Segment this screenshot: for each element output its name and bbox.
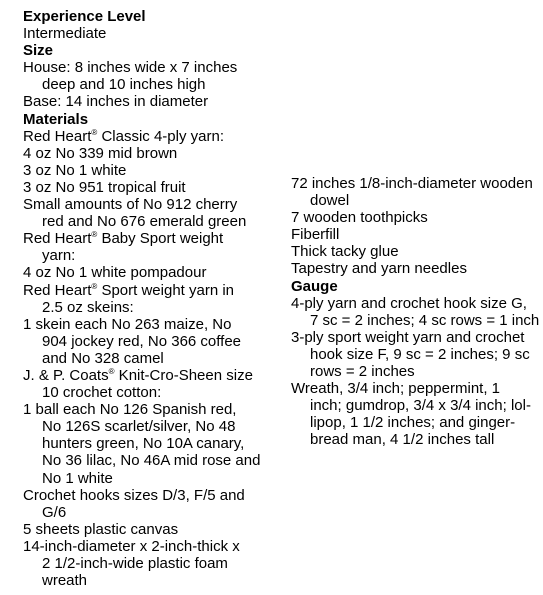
brand-name: Red Heart: [23, 230, 92, 248]
gauge-line: hook size F, 9 sc = 2 inches; 9 sc: [310, 345, 530, 363]
material-line: 10 crochet cotton:: [42, 384, 162, 402]
red-heart-sport-line: [23, 282, 285, 299]
material-line: dowel: [310, 192, 350, 210]
brand-name: J. & P. Coats: [23, 366, 109, 384]
material-line: Small amounts of No 912 cherry: [23, 196, 238, 214]
gauge-line: bread man, 4 1/2 inches tall: [310, 431, 495, 449]
gauge-line: 7 sc = 2 inches; 4 sc rows = 1 inch: [310, 311, 540, 329]
registered-mark: ®: [91, 230, 98, 240]
material-line: 5 sheets plastic canvas: [23, 520, 179, 538]
material-line: 1 skein each No 263 maize, No: [23, 315, 232, 333]
material-line: Fiberfill: [291, 226, 340, 244]
size-line: Base: 14 inches in diameter: [23, 93, 209, 111]
material-line: 1 ball each No 126 Spanish red,: [23, 401, 237, 419]
gauge-line: 4-ply yarn and crochet hook size G,: [291, 294, 527, 312]
material-line: 7 wooden toothpicks: [291, 209, 428, 227]
gauge-line: lipop, 1 1/2 inches; and ginger-: [310, 414, 516, 432]
material-line: 3 oz No 951 tropical fruit: [23, 178, 186, 196]
coats-line: [23, 367, 285, 384]
yarn-description: Knit-Cro-Sheen size: [114, 366, 253, 384]
gauge-heading: Gauge: [291, 277, 338, 295]
material-line: No 126S scarlet/silver, No 48: [42, 418, 236, 436]
registered-mark: ®: [108, 366, 115, 376]
material-line: wreath: [42, 572, 88, 590]
material-line: Thick tacky glue: [291, 243, 399, 261]
material-line: 2 1/2-inch-wide plastic foam: [42, 555, 228, 572]
gauge-line: inch; gumdrop, 3/4 x 3/4 inch; lol-: [310, 397, 531, 415]
material-line: G/6: [42, 503, 67, 521]
material-line: and No 328 camel: [42, 349, 164, 367]
material-line: 72 inches 1/8-inch-diameter wooden: [291, 175, 533, 192]
material-line: 904 jockey red, No 366 coffee: [42, 332, 242, 350]
yarn-description: Classic 4-ply yarn:: [97, 127, 224, 145]
material-line: Crochet hooks sizes D/3, F/5 and: [23, 486, 245, 504]
gauge-line: 3-ply sport weight yarn and crochet: [291, 328, 525, 346]
right-column: [291, 175, 543, 449]
material-line: red and No 676 emerald green: [42, 213, 247, 231]
left-column: [23, 8, 285, 589]
material-line: hunters green, No 10A canary,: [42, 435, 245, 453]
materials-heading: Materials: [23, 110, 89, 128]
material-line: 3 oz No 1 white: [23, 161, 127, 179]
material-line: 2.5 oz skeins:: [42, 298, 134, 316]
material-line: 4 oz No 339 mid brown: [23, 144, 178, 162]
experience-heading: Experience Level: [23, 8, 146, 25]
size-line: House: 8 inches wide x 7 inches: [23, 59, 238, 77]
red-heart-classic-line: [23, 128, 285, 145]
material-line: No 1 white: [42, 469, 113, 487]
material-line: No 36 lilac, No 46A mid rose and: [42, 452, 261, 470]
gauge-line: rows = 2 inches: [310, 363, 415, 381]
material-line: 4 oz No 1 white pompadour: [23, 264, 207, 282]
size-heading: Size: [23, 42, 54, 60]
material-line: Tapestry and yarn needles: [291, 260, 467, 278]
yarn-description: Baby Sport weight: [97, 230, 224, 248]
size-line: deep and 10 inches high: [42, 76, 206, 94]
gauge-line: Wreath, 3/4 inch; peppermint, 1: [291, 380, 501, 398]
brand-name: Red Heart: [23, 127, 92, 145]
experience-value: Intermediate: [23, 25, 107, 43]
material-line: yarn:: [42, 247, 76, 265]
material-line: 14-inch-diameter x 2-inch-thick x: [23, 537, 240, 555]
red-heart-baby-line: [23, 230, 285, 247]
yarn-description: Sport weight yarn in: [97, 281, 235, 299]
registered-mark: ®: [91, 281, 98, 291]
registered-mark: ®: [91, 127, 98, 137]
brand-name: Red Heart: [23, 281, 92, 299]
